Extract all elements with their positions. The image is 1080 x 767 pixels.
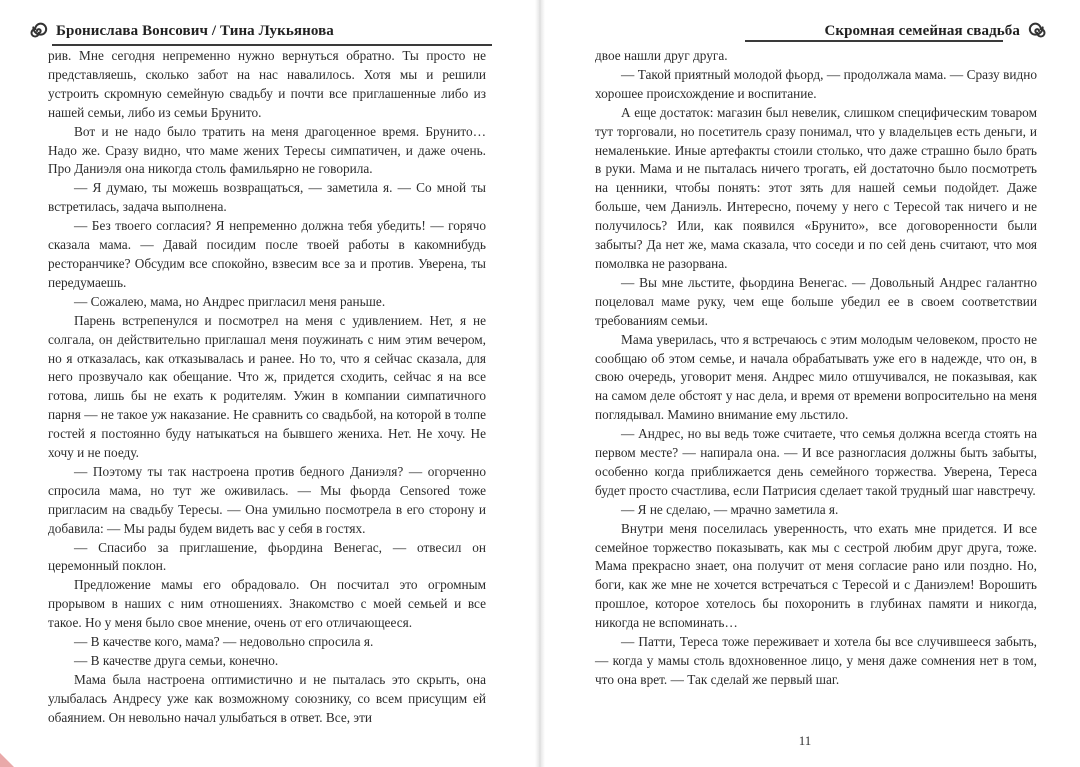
paragraph: Вот и не надо было тратить на меня драгоценное время. Брунито… Надо же. Сразу видно, что маме жених Тересы симпатичен, и даже очень. Про Даниэля она никогда столь фамильярно не говорила.: [48, 123, 486, 177]
paragraph: Мама уверилась, что я встречаюсь с этим молодым человеком, просто не сообщаю об этом семье, и начала обрабатывать уже его в надежде, что он, в свою очередь, уговорит меня. Андрес мило отшучивался, не показывая, как на самом деле обстоят у нас дела, и время от времени вопросительно на меня поглядывал. Мамино внимание ему льстило.: [595, 331, 1037, 423]
left-page-header: [26, 18, 334, 44]
paragraph: рив. Мне сегодня непременно нужно вернуться обратно. Ты просто не представляешь, сколько забот на нас навалилось. Хотя мы и решили устроить скромную семейную свадьбу и почти все приглашенные либо из нашей семьи, либо из семьи Брунито.: [48, 48, 486, 120]
left-header-title: Бронислава Вонсович / Тина Лукьянова: [56, 22, 334, 39]
paragraph: — Вы мне льстите, фьордина Венегас. — Довольный Андрес галантно поцеловал маме руку, чем еще больше убедил ее в своем соответствии требованиям семьи.: [595, 274, 1037, 328]
paragraph: — Поэтому ты так настроена против бедного Даниэля? — огорченно спросила мама, но тут же оживилась. — Мы фьорда Censored тоже пригласим на свадьбу Тересы. — Она умильно посмотрела в его сторону и добавила: — Мы рады будем видеть вас у себя в гостях.: [48, 463, 486, 536]
right-page: [545, 0, 1080, 767]
corner-mark: [0, 753, 14, 767]
paragraph: — Я не сделаю, — мрачно заметила я.: [621, 501, 839, 517]
left-page-body: [48, 47, 486, 728]
page-number: 11: [798, 733, 812, 748]
paragraph: — В качестве друга семьи, конечно.: [74, 653, 279, 668]
paragraph: — Сожалею, мама, но Андрес пригласил меня раньше.: [74, 293, 386, 309]
paragraph: Внутри меня поселилась уверенность, что ехать мне придется. И все семейное торжество показывать, как мы с сестрой любим друг друга, тоже. Мама прекрасно знает, она получит от меня согласие рано или поздно. Но, боги, как же мне не хочется встречаться с Тересой и с Даниэлем! Ворошить прошлое, которое хотелось бы похоронить в глубинах памяти и никогда, никогда не вспоминать…: [595, 520, 1037, 631]
paragraph: — Я думаю, ты можешь возвращаться, — заметила я. — Со мной ты встретилась, задача выполнена.: [48, 180, 486, 215]
paragraph: — В качестве кого, мама? — недовольно спросила я.: [74, 634, 374, 650]
paragraph: — Спасибо за приглашение, фьордина Венегас, — отвесил он церемонный поклон.: [48, 539, 486, 574]
paragraph: — Без твоего согласия? Я непременно должна тебя убедить! — горячо сказала мама. — Давай посидим после твоей работы в какомнибудь ресторанчике? Обсудим все спокойно, взвесим все за и против. Уверена, ты передумаешь.: [48, 218, 486, 290]
left-page: [0, 0, 535, 767]
book-gutter: [535, 0, 545, 767]
swirl-ornament-icon: [1028, 20, 1050, 42]
paragraph: — Патти, Тереса тоже переживает и хотела бы все случившееся забыть, — когда у мамы столь вдохновенное лицо, у меня даже сомнения нет в том, что она врет. — Так сделай же первый шаг.: [595, 634, 1037, 687]
right-header-title: Скромная семейная свадьба: [824, 22, 1020, 39]
right-page-body: [595, 47, 1037, 690]
right-page-header: [824, 18, 1050, 44]
paragraph: — Андрес, но вы ведь тоже считаете, что семья должна всегда стоять на первом месте? — напирала она. — И все разногласия должны быть забыты, особенно когда приближается день семейного торжества. Уверена, Тереса будет просто счастлива, если Патрисия сделает такой трудный шаг навстречу.: [595, 426, 1037, 498]
paragraph: двое нашли друг друга.: [595, 48, 728, 63]
paragraph: А еще достаток: магазин был невелик, слишком специфическим товаром тут торговали, но посетитель сразу понимал, что у владельцев есть деньги, и немаленькие. Иные артефакты стоили столько, что даже страшно было брать в руки. Мама и не пыталась ничего трогать, ей достаточно было посмотреть на ценники, чтобы понять: этот зять для нашей семьи подойдет. Даже больше, чем Даниэль. Интересно, почему у него с Тересой так ничего и не получилось? Или, как появился «Брунито», все договоренности были забыты? Да нет же, мама сказала, что соседи и по сей день считают, что моя помолвка не разорвана.: [595, 104, 1037, 271]
paragraph: Мама была настроена оптимистично и не пыталась это скрыть, она улыбалась Андресу уже как возможному союзнику, со всем присущим ей обаянием. Он невольно начал улыбаться в ответ. Все, эти: [48, 671, 486, 725]
paragraph: Парень встрепенулся и посмотрел на меня с удивлением. Нет, я не солгала, он действительно приглашал меня поужинать с ним этим вечером, но я отказалась, как отказывалась и ранее. Но то, что я сейчас сказала, для него прозвучало как обещание. Что ж, придется сходить, сейчас я на все готова, лишь бы не ехать к родителям. Ужин в компании симпатичного парня — не такое уж наказание. Не сравнить со свадьбой, на которой в толпе гостей я постоянно буду натыкаться на бывшего жениха. Нет. Не хочу. Не хочу и не поеду.: [48, 312, 486, 461]
paragraph: — Такой приятный молодой фьорд, — продолжала мама. — Сразу видно хорошее происхождение и воспитание.: [595, 66, 1037, 101]
left-header-rule: [52, 44, 492, 46]
swirl-ornament-icon: [26, 20, 48, 42]
paragraph: Предложение мамы его обрадовало. Он посчитал это огромным прорывом в наших с ним отношениях. Знакомство с моей семьей и все такое. Но у меня было свое мнение, очень от его отличающееся.: [48, 577, 486, 631]
